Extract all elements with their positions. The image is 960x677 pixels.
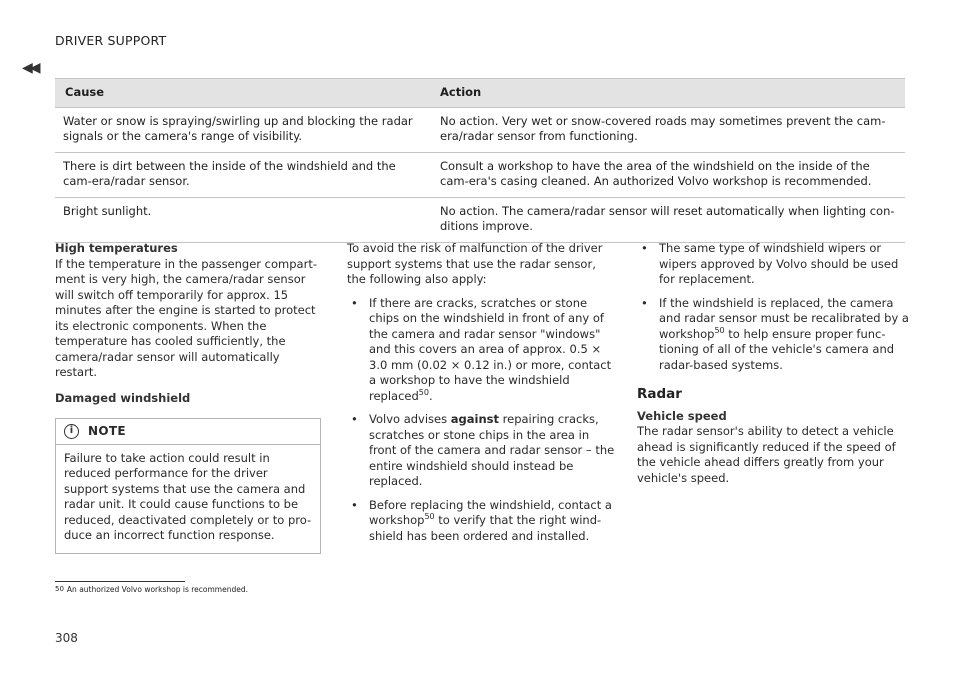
bullet-text: If there are cracks, scratches or stone chips on the windshield in front of any of the camera and radar sensor "windows" and this covers an area of approx. 0.5 × 3.0 mm (0.02 × 0.12 in.) or more, contact a workshop to have the windshield replaced — [369, 295, 612, 403]
bullet-text-end: to verify that the right wind-shield has been ordered and installed. — [369, 513, 602, 543]
bullet-text-end: . — [428, 388, 433, 403]
section-header: DRIVER SUPPORT — [55, 33, 167, 48]
footnote-ref: 50 — [714, 325, 725, 335]
damaged-windshield-heading: Damaged windshield — [55, 390, 191, 405]
bullet-text: Volvo advises — [369, 412, 451, 426]
info-icon — [64, 424, 79, 439]
vehicle-speed-text: The radar sensor's ability to detect a vehicle ahead is significantly reduced if the speed of the vehicle ahead differs greatly from your vehicle's speed. — [637, 424, 896, 485]
bullet-text-end: repairing cracks, scratches or stone chips in the area in front of the camera and radar sensor – the entire windshield should instead be replaced. — [369, 412, 615, 488]
info-icon-glyph: i — [69, 425, 74, 437]
bullet-list — [637, 241, 909, 373]
action-cell: No action. The camera/radar sensor will reset automatically when lighting con-ditions improve. — [432, 198, 905, 243]
list-item — [347, 296, 615, 405]
list-item — [347, 498, 615, 545]
footnote-number: 50 — [55, 585, 64, 593]
footnote-divider — [55, 581, 185, 582]
column-1 — [55, 241, 321, 554]
table-row — [55, 153, 905, 198]
bullet-text-end: to help ensure proper func-tioning of all of the vehicle's camera and radar-based systems. — [659, 326, 895, 372]
action-cell: No action. Very wet or snow-covered roads may sometimes prevent the cam-era/radar sensor from functioning. — [432, 108, 905, 153]
list-item — [347, 412, 615, 490]
list-item — [637, 296, 909, 374]
action-cell: Consult a workshop to have the area of the windshield on the inside of the cam-era's casing cleaned. An authorized Volvo workshop is recommended. — [432, 153, 905, 198]
cause-cell: Water or snow is spraying/swirling up and blocking the radar signals or the camera's range of visibility. — [55, 108, 432, 153]
bullet-text: If the windshield is replaced, the camera and radar sensor must be recalibrated by a workshop — [659, 295, 909, 341]
note-header — [56, 419, 320, 444]
list-item — [637, 241, 909, 288]
bullet-text: The same type of windshield wipers or wipers approved by Volvo should be used for replacement. — [659, 241, 899, 286]
bullet-list — [347, 296, 615, 545]
footnote-text: An authorized Volvo workshop is recommended. — [66, 585, 248, 594]
high-temperatures-text: If the temperature in the passenger compart-ment is very high, the camera/radar sensor will switch off temporarily for approx. 15 minutes after the engine is started to protect its electronic components. When the temperature has cooled sufficiently, the camera/radar sensor will automatically restart. — [55, 256, 317, 379]
radar-heading: Radar — [637, 386, 682, 402]
intro-text: To avoid the risk of malfunction of the driver support systems that use the radar sensor, the following also apply: — [347, 241, 603, 286]
action-column-header: Action — [432, 79, 905, 108]
cause-action-table — [55, 78, 905, 243]
table-row — [55, 108, 905, 153]
cause-column-header: Cause — [55, 79, 432, 108]
note-box — [55, 418, 321, 554]
footnote-ref: 50 — [424, 512, 435, 522]
high-temperatures-heading: High temperatures — [55, 241, 178, 255]
footnote — [55, 585, 248, 594]
footnote-ref: 50 — [418, 387, 429, 397]
column-3 — [637, 233, 909, 486]
bullet-text: Before replacing the windshield, contact a workshop — [369, 497, 612, 527]
cause-cell: Bright sunlight. — [55, 198, 432, 243]
page-number: 308 — [55, 631, 78, 645]
note-text: Failure to take action could result in reduced performance for the driver support systems that use the camera and radar unit. It could cause functions to be reduced, deactivated completely or to pro-duce an incorrect function response. — [56, 444, 320, 553]
continued-icon: ◀◀ — [22, 60, 38, 76]
note-title: NOTE — [88, 424, 126, 438]
column-2 — [347, 241, 615, 544]
bullet-emphasis: against — [450, 412, 499, 426]
table-header-row — [55, 79, 905, 108]
vehicle-speed-heading: Vehicle speed — [637, 408, 727, 423]
cause-cell: There is dirt between the inside of the windshield and the cam-era/radar sensor. — [55, 153, 432, 198]
